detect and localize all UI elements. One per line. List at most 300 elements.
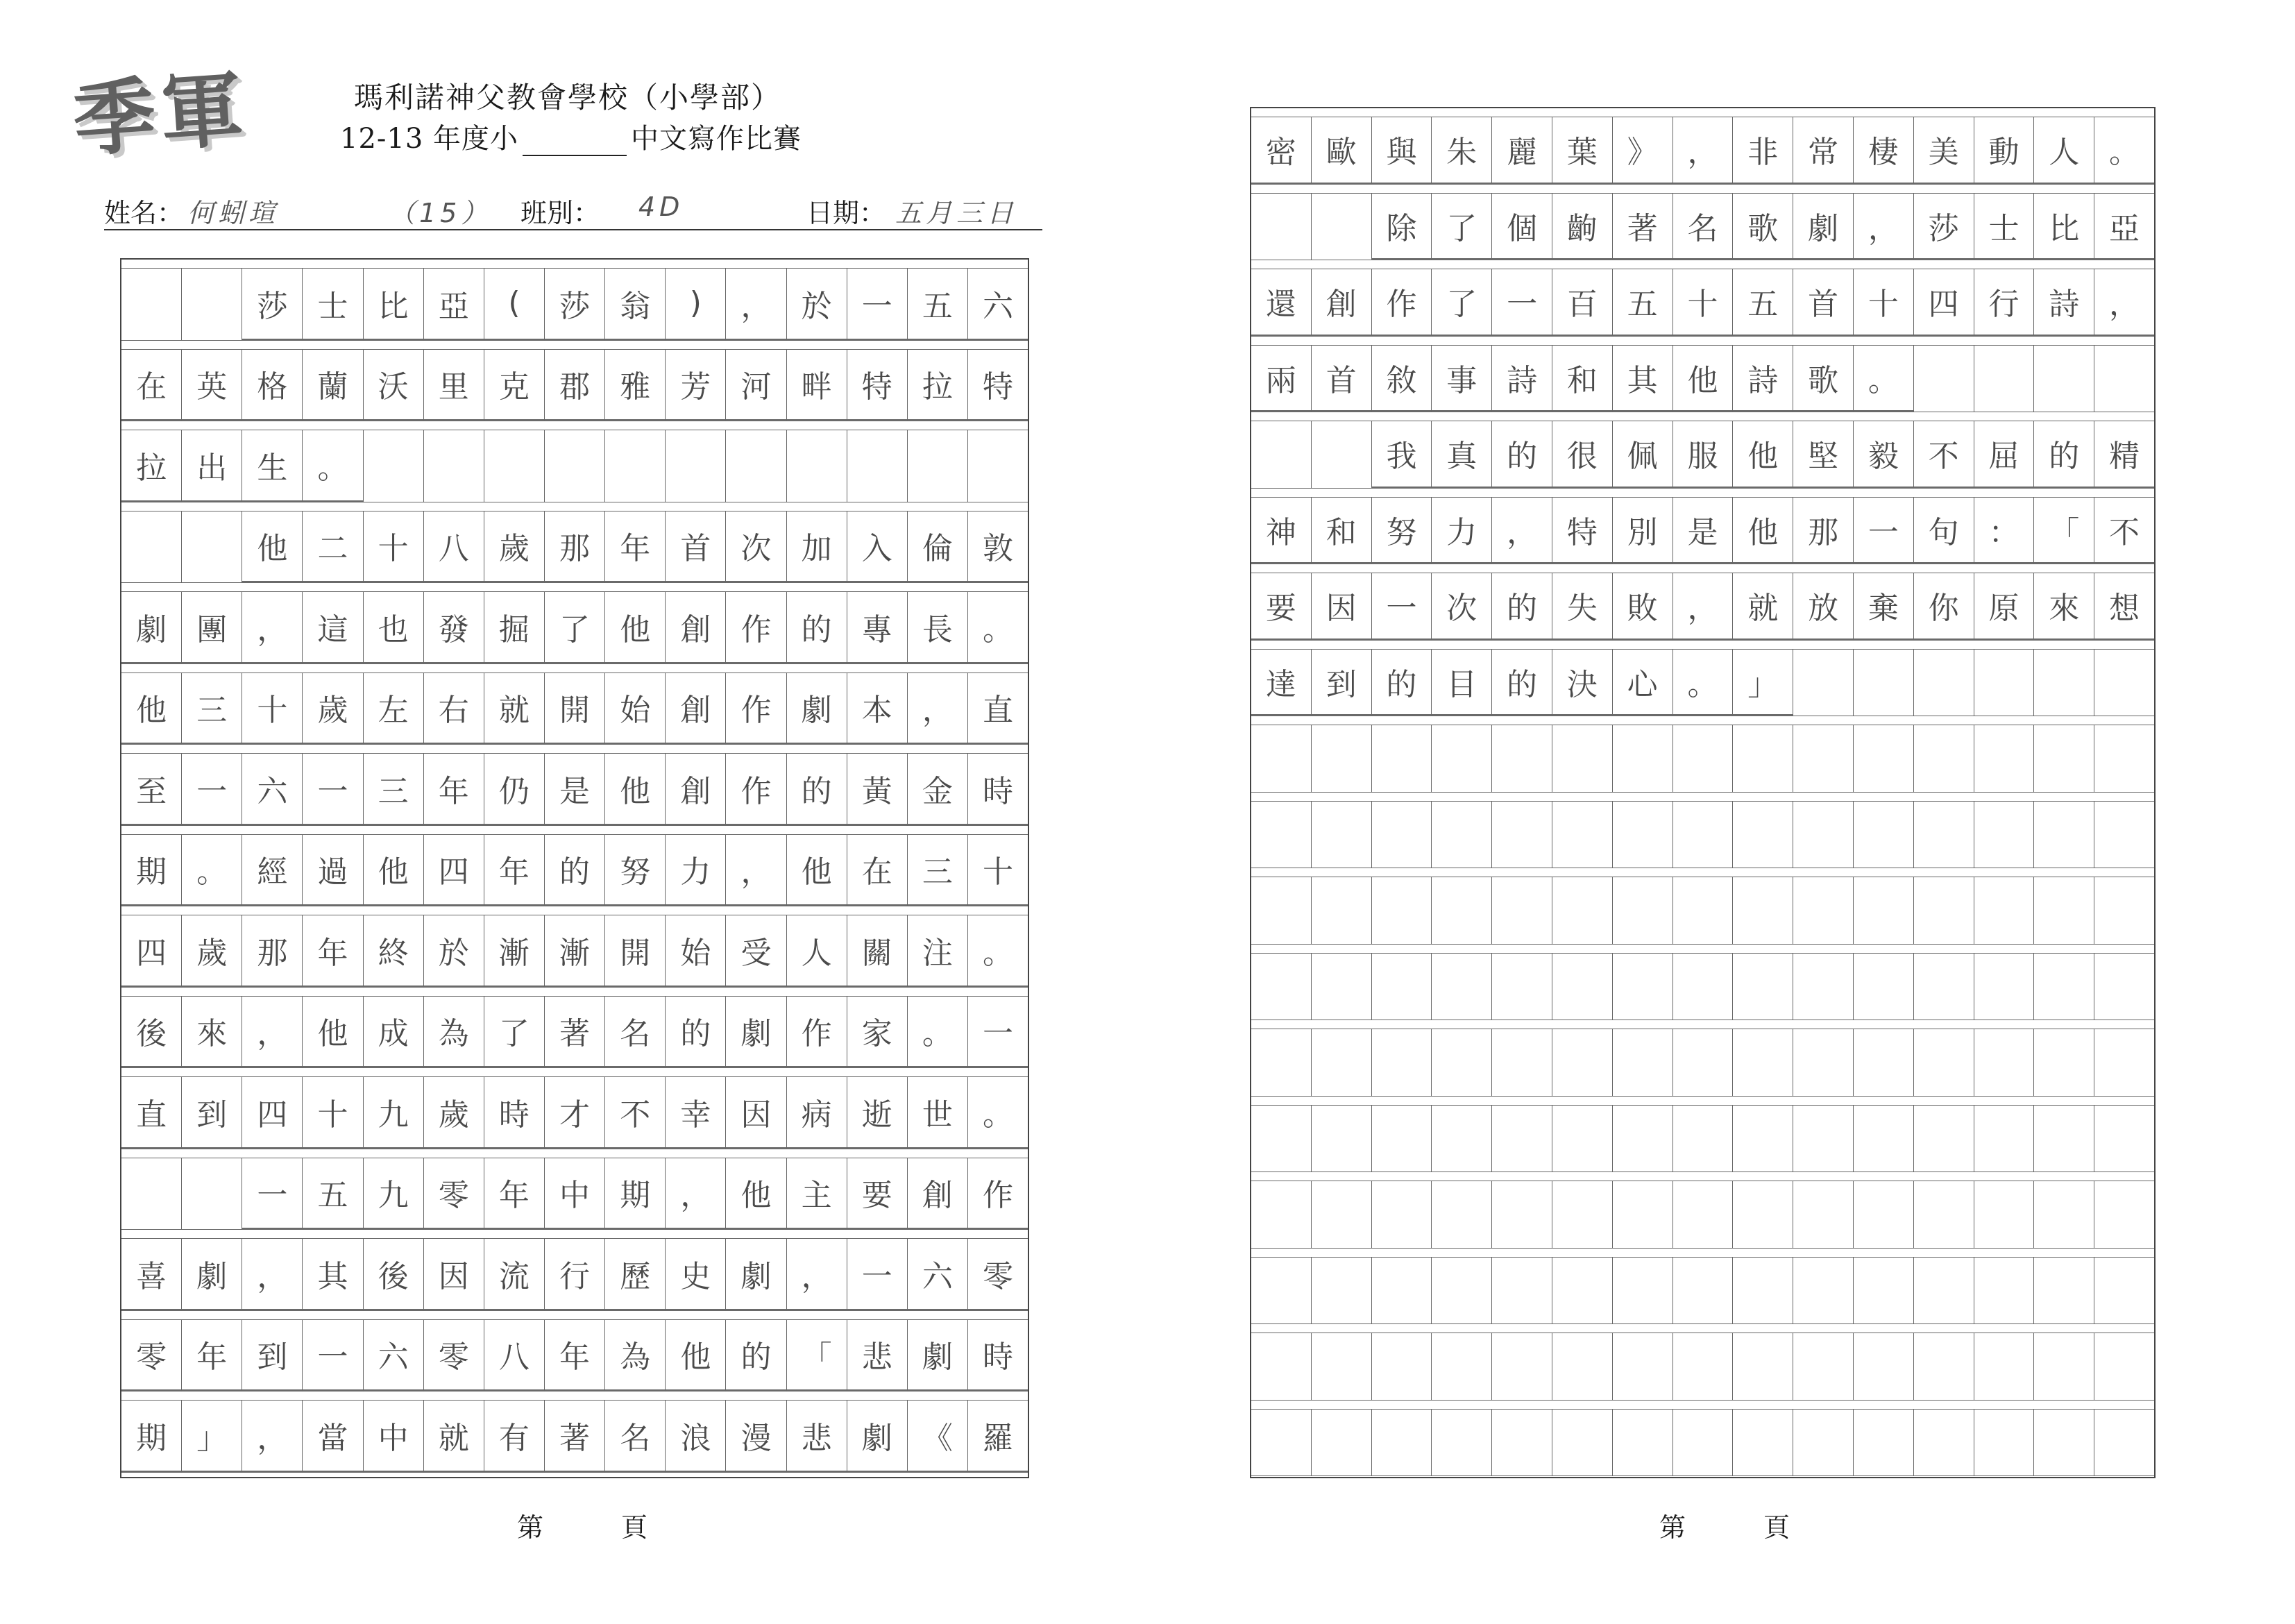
- grid-cell: 發: [423, 591, 484, 664]
- grid-cell: 他: [121, 673, 181, 745]
- grid-cell: 經: [242, 834, 302, 907]
- grid-cell: 本: [847, 673, 907, 745]
- grid-cell: 始: [665, 915, 725, 988]
- grid-cell: [1913, 953, 1974, 1021]
- grid-cell: [1672, 1409, 1733, 1477]
- grid-cell: 很: [1552, 421, 1612, 489]
- grid-row: [1251, 108, 2154, 185]
- grid-cell: 的: [544, 834, 604, 907]
- grid-cell: [1913, 345, 1974, 413]
- grid-cell: 其: [302, 1238, 362, 1311]
- grid-cell: [1612, 725, 1672, 793]
- writing-grid-left: [120, 258, 1029, 1478]
- grid-cell: [1793, 1409, 1853, 1477]
- grid-cell: [1491, 877, 1552, 945]
- grid-cell: [1974, 1333, 2034, 1401]
- grid-cell: 人: [2033, 117, 2094, 185]
- grid-cell: [121, 268, 181, 341]
- grid-cell: [2033, 877, 2094, 945]
- grid-cell: [2033, 1181, 2094, 1249]
- grid-cell: 我: [1371, 421, 1432, 489]
- page-number-label-right: [1659, 1506, 1791, 1544]
- grid-cell: [1672, 877, 1733, 945]
- grid-cell: 努: [1371, 497, 1432, 565]
- grid-cell: [1672, 1181, 1733, 1249]
- grid-cell: 拉: [121, 430, 181, 502]
- grid-cell: 過: [302, 834, 362, 907]
- grid-cell: 亞: [423, 268, 484, 341]
- grid-cell: 四: [1913, 269, 1974, 337]
- grid-cell: [1672, 1333, 1733, 1401]
- grid-cell: 齣: [1552, 193, 1612, 261]
- grid-cell: 和: [1552, 345, 1612, 413]
- grid-cell: [1371, 1409, 1432, 1477]
- grid-cell: 名: [604, 996, 665, 1069]
- grid-row: [1251, 1249, 2154, 1325]
- grid-cell: [1732, 1333, 1793, 1401]
- grid-cell: 長: [907, 591, 967, 664]
- grid-cell: [1431, 1105, 1491, 1173]
- grid-cell: [1311, 1105, 1371, 1173]
- grid-row: [1251, 412, 2154, 489]
- grid-cell: 亞: [2094, 193, 2154, 261]
- grid-cell: 歌: [1732, 193, 1793, 261]
- grid-cell: [1974, 953, 2034, 1021]
- grid-cell: 八: [484, 1319, 544, 1392]
- grid-cell: 來: [181, 996, 242, 1069]
- grid-cell: 出: [181, 430, 242, 502]
- grid-cell: [1732, 801, 1793, 869]
- grid-cell: 了: [1431, 193, 1491, 261]
- grid-cell: 漫: [725, 1400, 786, 1473]
- grid-cell: 三: [907, 834, 967, 907]
- grid-cell: [1974, 1257, 2034, 1325]
- grid-cell: [2033, 953, 2094, 1021]
- grid-cell: 成: [363, 996, 423, 1069]
- grid-cell: 努: [604, 834, 665, 907]
- grid-cell: [1251, 801, 1311, 869]
- grid-cell: [181, 1158, 242, 1230]
- grid-cell: 左: [363, 673, 423, 745]
- grid-row: [121, 421, 1028, 502]
- grid-cell: 力: [665, 834, 725, 907]
- grid-cell: 作: [725, 591, 786, 664]
- grid-cell: 他: [1672, 345, 1733, 413]
- name-label: 姓名：: [104, 198, 184, 228]
- grid-cell: 莎: [1913, 193, 1974, 261]
- grid-cell: 英: [181, 349, 242, 422]
- grid-cell: 因: [725, 1076, 786, 1149]
- grid-cell: 注: [907, 915, 967, 988]
- grid-cell: [1974, 1029, 2034, 1097]
- grid-cell: [2094, 1029, 2154, 1097]
- grid-cell: 浪: [665, 1400, 725, 1473]
- grid-cell: 詩: [2033, 269, 2094, 337]
- grid-cell: 至: [121, 753, 181, 826]
- grid-cell: 終: [363, 915, 423, 988]
- grid-row: [1251, 564, 2154, 641]
- grid-cell: 。: [181, 834, 242, 907]
- grid-cell: [1311, 1257, 1371, 1325]
- grid-cell: [1913, 1181, 1974, 1249]
- grid-cell: 還: [1251, 269, 1311, 337]
- grid-cell: [1974, 345, 2034, 413]
- grid-cell: 年: [484, 1158, 544, 1230]
- grid-cell: 他: [363, 834, 423, 907]
- grid-cell: [1672, 725, 1733, 793]
- grid-cell: 你: [1913, 573, 1974, 641]
- grid-cell: 克: [484, 349, 544, 422]
- grid-cell: [1251, 1105, 1311, 1173]
- grid-cell: [2033, 725, 2094, 793]
- grid-cell: 一: [302, 753, 362, 826]
- grid-cell: 的: [1491, 421, 1552, 489]
- grid-cell: [1251, 1409, 1311, 1477]
- grid-cell: 年: [181, 1319, 242, 1392]
- grid-cell: [1491, 1029, 1552, 1097]
- grid-cell: [1371, 725, 1432, 793]
- grid-cell: 仍: [484, 753, 544, 826]
- grid-cell: 葉: [1552, 117, 1612, 185]
- grid-cell: [1251, 193, 1311, 261]
- grid-cell: [1491, 953, 1552, 1021]
- grid-cell: 到: [242, 1319, 302, 1392]
- grid-cell: [1672, 1257, 1733, 1325]
- grid-cell: 直: [121, 1076, 181, 1149]
- grid-cell: [2094, 345, 2154, 413]
- grid-cell: 五: [1612, 269, 1672, 337]
- grid-cell: [1974, 801, 2034, 869]
- grid-cell: 雅: [604, 349, 665, 422]
- grid-cell: 比: [2033, 193, 2094, 261]
- grid-cell: 團: [181, 591, 242, 664]
- grid-cell: 首: [1311, 345, 1371, 413]
- grid-cell: 到: [1311, 649, 1371, 717]
- grid-cell: [1371, 1257, 1432, 1325]
- grid-cell: 漸: [544, 915, 604, 988]
- grid-cell: [1311, 725, 1371, 793]
- grid-cell: 達: [1251, 649, 1311, 717]
- grid-cell: 力: [1431, 497, 1491, 565]
- grid-cell: 零: [423, 1319, 484, 1392]
- grid-cell: 劇: [725, 1238, 786, 1311]
- grid-cell: 畔: [786, 349, 847, 422]
- grid-cell: 行: [544, 1238, 604, 1311]
- grid-cell: 拉: [907, 349, 967, 422]
- grid-cell: 六: [967, 268, 1028, 341]
- grid-cell: 名: [1672, 193, 1733, 261]
- grid-cell: 敦: [967, 511, 1028, 584]
- grid-cell: 神: [1251, 497, 1311, 565]
- grid-cell: 歲: [181, 915, 242, 988]
- grid-cell: [2033, 649, 2094, 717]
- grid-cell: 他: [604, 591, 665, 664]
- grid-cell: 沃: [363, 349, 423, 422]
- page-number-label-left: [517, 1506, 649, 1544]
- grid-cell: 後: [121, 996, 181, 1069]
- grid-cell: 是: [544, 753, 604, 826]
- grid-cell: [1251, 1333, 1311, 1401]
- grid-cell: 時: [967, 753, 1028, 826]
- grid-cell: [604, 430, 665, 502]
- grid-cell: [1491, 725, 1552, 793]
- grid-cell: 期: [604, 1158, 665, 1230]
- grid-row: [121, 988, 1028, 1069]
- grid-cell: [1371, 1029, 1432, 1097]
- grid-cell: 才: [544, 1076, 604, 1149]
- grid-cell: 歌: [1793, 345, 1853, 413]
- grid-cell: 倫: [907, 511, 967, 584]
- grid-cell: [2033, 1105, 2094, 1173]
- grid-cell: 劇: [1793, 193, 1853, 261]
- grid-cell: [1672, 1105, 1733, 1173]
- award-stamp: 季軍: [70, 60, 252, 169]
- grid-cell: ，: [2094, 269, 2154, 337]
- grid-cell: 十: [967, 834, 1028, 907]
- grid-cell: 比: [363, 268, 423, 341]
- grid-cell: 羅: [967, 1400, 1028, 1473]
- grid-cell: 失: [1552, 573, 1612, 641]
- grid-cell: 歲: [484, 511, 544, 584]
- grid-cell: 當: [302, 1400, 362, 1473]
- grid-cell: [1552, 1181, 1612, 1249]
- grid-cell: [2094, 725, 2154, 793]
- grid-cell: 入: [847, 511, 907, 584]
- grid-row: [1251, 1097, 2154, 1173]
- grid-cell: 二: [302, 511, 362, 584]
- grid-cell: [967, 430, 1028, 502]
- grid-cell: 主: [786, 1158, 847, 1230]
- grid-cell: [1793, 1257, 1853, 1325]
- grid-cell: 他: [604, 753, 665, 826]
- grid-cell: [1612, 1257, 1672, 1325]
- grid-cell: [2094, 1257, 2154, 1325]
- grid-cell: 年: [423, 753, 484, 826]
- grid-cell: 特: [967, 349, 1028, 422]
- grid-cell: 毅: [1853, 421, 1913, 489]
- grid-cell: 人: [786, 915, 847, 988]
- grid-cell: 不: [604, 1076, 665, 1149]
- date-label: 日期：: [806, 198, 886, 228]
- grid-cell: 百: [1552, 269, 1612, 337]
- grid-cell: 別: [1612, 497, 1672, 565]
- grid-cell: [1612, 1409, 1672, 1477]
- grid-cell: 歲: [423, 1076, 484, 1149]
- grid-cell: 因: [1311, 573, 1371, 641]
- grid-cell: 行: [1974, 269, 2034, 337]
- grid-row: [1251, 1172, 2154, 1249]
- grid-cell: 創: [907, 1158, 967, 1230]
- grid-cell: 歲: [302, 673, 362, 745]
- grid-cell: 。: [2094, 117, 2154, 185]
- grid-cell: [1793, 649, 1853, 717]
- grid-cell: 他: [665, 1319, 725, 1392]
- grid-cell: [2033, 1029, 2094, 1097]
- grid-cell: 那: [1793, 497, 1853, 565]
- grid-cell: [1793, 877, 1853, 945]
- grid-cell: [1431, 1029, 1491, 1097]
- competition-suffix: 中文寫作比賽: [631, 123, 802, 155]
- grid-cell: [1431, 1181, 1491, 1249]
- grid-cell: [1251, 725, 1311, 793]
- grid-cell: [1732, 1409, 1793, 1477]
- grid-cell: [1793, 1029, 1853, 1097]
- grid-cell: [1491, 801, 1552, 869]
- grid-cell: 創: [1311, 269, 1371, 337]
- grid-cell: 一: [1853, 497, 1913, 565]
- grid-cell: 六: [242, 753, 302, 826]
- grid-cell: 。: [967, 1076, 1028, 1149]
- grid-cell: 時: [484, 1076, 544, 1149]
- grid-cell: 劇: [181, 1238, 242, 1311]
- grid-cell: 士: [1974, 193, 2034, 261]
- grid-cell: 目: [1431, 649, 1491, 717]
- grid-cell: 他: [725, 1158, 786, 1230]
- grid-cell: 了: [544, 591, 604, 664]
- footer-first-char: 第: [517, 1512, 545, 1543]
- grid-cell: 年: [302, 915, 362, 988]
- grid-cell: 九: [363, 1158, 423, 1230]
- grid-cell: 中: [363, 1400, 423, 1473]
- grid-cell: [1311, 193, 1371, 261]
- grid-row: [121, 583, 1028, 664]
- grid-cell: [1552, 877, 1612, 945]
- grid-cell: [1732, 725, 1793, 793]
- grid-cell: ): [665, 268, 725, 341]
- grid-cell: [2033, 345, 2094, 413]
- grid-cell: 他: [786, 834, 847, 907]
- grid-cell: 零: [423, 1158, 484, 1230]
- grid-cell: [1371, 1333, 1432, 1401]
- grid-cell: 就: [423, 1400, 484, 1473]
- grid-cell: 作: [725, 753, 786, 826]
- grid-cell: [1853, 1409, 1913, 1477]
- grid-cell: ，: [242, 1400, 302, 1473]
- grid-cell: 歷: [604, 1238, 665, 1311]
- grid-cell: 服: [1672, 421, 1733, 489]
- grid-cell: 的: [665, 996, 725, 1069]
- grid-cell: [2094, 1333, 2154, 1401]
- grid-cell: 。: [302, 430, 362, 502]
- grid-cell: ：: [1974, 497, 2034, 565]
- grid-row: [1251, 1020, 2154, 1097]
- grid-cell: [1974, 1409, 2034, 1477]
- grid-cell: [1672, 953, 1733, 1021]
- grid-cell: 專: [847, 591, 907, 664]
- grid-row: [121, 1392, 1028, 1473]
- grid-cell: 右: [423, 673, 484, 745]
- grid-cell: 里: [423, 349, 484, 422]
- grid-cell: [1612, 1333, 1672, 1401]
- grid-cell: 創: [665, 591, 725, 664]
- grid-cell: 除: [1371, 193, 1432, 261]
- grid-cell: 作: [786, 996, 847, 1069]
- grid-cell: 劇: [907, 1319, 967, 1392]
- grid-cell: 喜: [121, 1238, 181, 1311]
- grid-row: [1251, 868, 2154, 945]
- grid-cell: 敗: [1612, 573, 1672, 641]
- grid-cell: 的: [786, 591, 847, 664]
- grid-cell: 家: [847, 996, 907, 1069]
- grid-cell: ，: [1672, 573, 1733, 641]
- grid-cell: 敘: [1371, 345, 1432, 413]
- grid-cell: [1612, 801, 1672, 869]
- grid-cell: 句: [1913, 497, 1974, 565]
- grid-cell: [1311, 421, 1371, 489]
- grid-cell: [1552, 725, 1612, 793]
- grid-cell: 病: [786, 1076, 847, 1149]
- grid-cell: 屈: [1974, 421, 2034, 489]
- grid-cell: [1491, 1257, 1552, 1325]
- grid-cell: 漸: [484, 915, 544, 988]
- grid-cell: 翁: [604, 268, 665, 341]
- grid-cell: [1371, 1105, 1432, 1173]
- grid-cell: 不: [2094, 497, 2154, 565]
- grid-cell: [1251, 953, 1311, 1021]
- student-info: [104, 192, 1041, 228]
- grid-row: [1251, 185, 2154, 261]
- grid-cell: [1853, 1333, 1913, 1401]
- grid-cell: 作: [1371, 269, 1432, 337]
- grid-cell: 創: [665, 753, 725, 826]
- grid-cell: 那: [544, 511, 604, 584]
- footer-second-char: 頁: [621, 1512, 650, 1543]
- grid-cell: 。: [967, 591, 1028, 664]
- grid-cell: 十: [1672, 269, 1733, 337]
- grid-cell: [1913, 649, 1974, 717]
- grid-cell: [1552, 801, 1612, 869]
- grid-cell: [1672, 1029, 1733, 1097]
- grid-cell: [121, 1158, 181, 1230]
- grid-cell: 四: [121, 915, 181, 988]
- left-page: [0, 0, 1147, 1624]
- grid-row: [121, 906, 1028, 988]
- grid-cell: [1793, 725, 1853, 793]
- grid-cell: 個: [1491, 193, 1552, 261]
- grid-cell: [1552, 1029, 1612, 1097]
- writing-grid-right: [1250, 107, 2156, 1478]
- grid-cell: [1431, 1409, 1491, 1477]
- grid-cell: [1853, 1105, 1913, 1173]
- grid-cell: [1732, 1105, 1793, 1173]
- grid-cell: 」: [1732, 649, 1793, 717]
- grid-cell: 一: [847, 1238, 907, 1311]
- grid-cell: 有: [484, 1400, 544, 1473]
- grid-cell: 到: [181, 1076, 242, 1149]
- grid-cell: [1974, 725, 2034, 793]
- grid-cell: 常: [1793, 117, 1853, 185]
- grid-cell: 河: [725, 349, 786, 422]
- grid-cell: 四: [242, 1076, 302, 1149]
- grid-cell: [1913, 877, 1974, 945]
- grid-cell: 十: [363, 511, 423, 584]
- grid-cell: ，: [665, 1158, 725, 1230]
- grid-cell: [1612, 953, 1672, 1021]
- grid-cell: 就: [484, 673, 544, 745]
- grid-cell: 「: [786, 1319, 847, 1392]
- grid-cell: 也: [363, 591, 423, 664]
- grid-cell: 心: [1612, 649, 1672, 717]
- grid-cell: [2094, 1181, 2154, 1249]
- grid-cell: [1311, 1181, 1371, 1249]
- school-name: 瑪利諾神父教會學校（小學部）: [354, 81, 782, 115]
- grid-cell: [1491, 1333, 1552, 1401]
- grid-cell: 他: [242, 511, 302, 584]
- grid-cell: [2094, 649, 2154, 717]
- grid-cell: [1732, 1029, 1793, 1097]
- grid-cell: 。: [1672, 649, 1733, 717]
- grid-cell: 年: [484, 834, 544, 907]
